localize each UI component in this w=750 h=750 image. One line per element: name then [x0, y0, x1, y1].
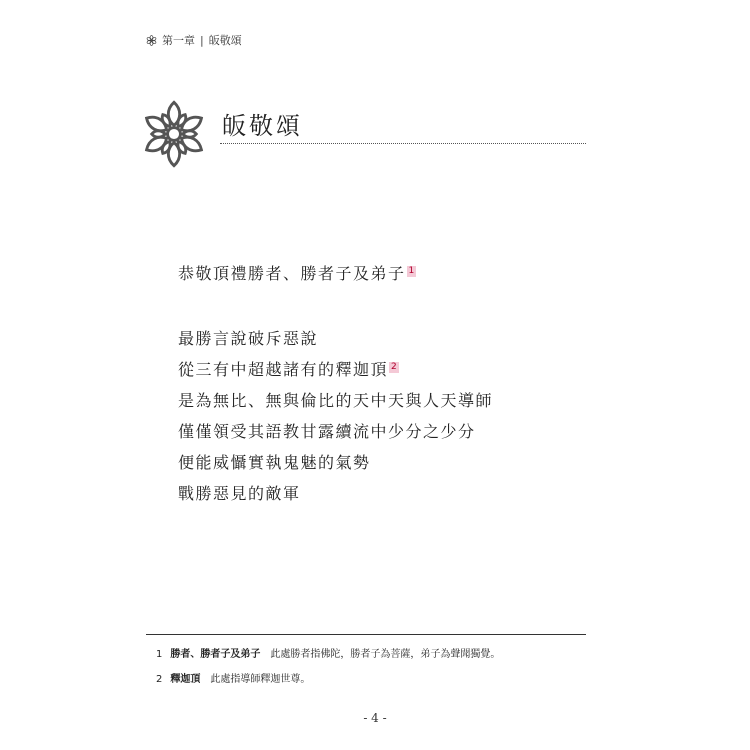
verse-line-text: 僅僅領受其語教甘露續流中少分之少分	[178, 422, 476, 441]
verse-line	[178, 323, 598, 354]
footnote-number: 1	[156, 649, 163, 660]
stanza-gap	[178, 289, 598, 323]
section-title-block	[138, 98, 586, 178]
header-separator: |	[200, 33, 204, 47]
verse-line	[178, 447, 598, 478]
section-title: 皈敬頌	[222, 112, 303, 140]
footnote	[156, 670, 310, 685]
footnote-divider	[146, 634, 586, 635]
footnote-text: 此處勝者指佛陀，勝者子為菩薩，弟子為聲聞獨覺。	[270, 649, 501, 660]
header-chapter: 第一章	[162, 34, 195, 47]
verse-line-text: 是為無比、無與倫比的天中天與人天導師	[178, 391, 494, 410]
verse-line	[178, 478, 598, 509]
lotus-flower-icon	[138, 98, 210, 170]
verse-line-text: 恭敬頂禮勝者、勝者子及弟子	[178, 264, 406, 283]
verse-line-text: 最勝言說破斥惡說	[178, 329, 319, 348]
verse-line-text: 便能威懾實執鬼魅的氣勢	[178, 453, 371, 472]
footnote-number: 2	[156, 674, 163, 685]
verse-line	[178, 385, 598, 416]
header-section: 皈敬頌	[208, 34, 242, 47]
verse-line-text: 戰勝惡見的敵軍	[178, 484, 301, 503]
lotus-flower-icon	[146, 35, 157, 46]
page-number: - 4 -	[363, 711, 387, 725]
verse-line	[178, 354, 598, 385]
footnote-text: 此處指導師釋迦世尊。	[210, 674, 311, 685]
verse-opening-line	[178, 258, 598, 289]
verse-body	[178, 258, 598, 509]
footnote-reference[interactable]: 1	[408, 265, 415, 276]
footnote-term: 勝者、勝者子及弟子	[170, 649, 261, 660]
title-dotted-rule	[220, 143, 586, 144]
footnote-term: 釋迦頂	[170, 674, 201, 685]
verse-line	[178, 416, 598, 447]
footnote-reference[interactable]: 2	[391, 361, 397, 372]
footnote	[156, 645, 500, 660]
verse-line-text: 從三有中超越諸有的釋迦頂	[178, 360, 389, 379]
running-header	[146, 32, 242, 48]
